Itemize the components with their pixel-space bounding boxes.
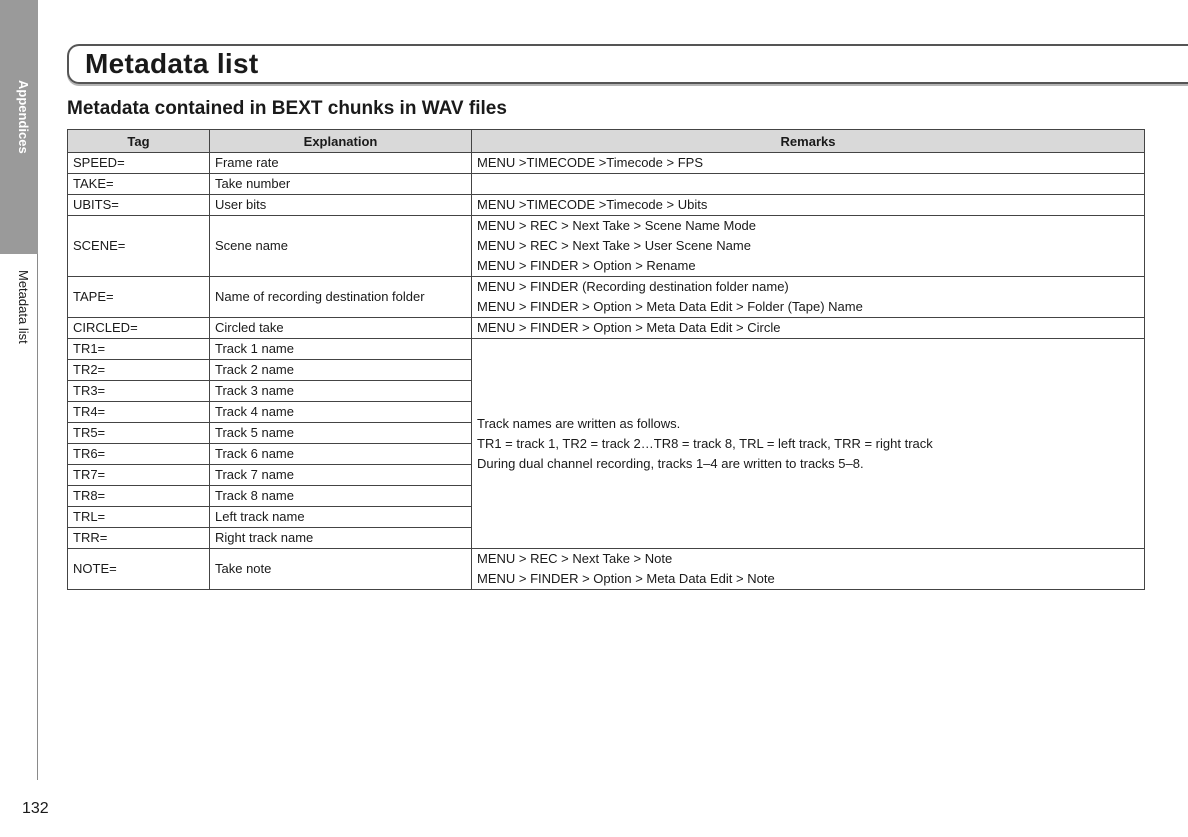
cell-tag: TR5= bbox=[68, 423, 210, 444]
cell-tag: TRR= bbox=[68, 528, 210, 549]
cell-explanation: Right track name bbox=[210, 528, 472, 549]
header-remarks: Remarks bbox=[472, 130, 1145, 153]
remark-line: MENU > FINDER > Option > Meta Data Edit > Note bbox=[477, 571, 775, 586]
cell-remarks bbox=[472, 195, 1145, 216]
remark-line: TR1 = track 1, TR2 = track 2…TR8 = track 8, TRL = left track, TRR = right track bbox=[477, 435, 933, 451]
cell-tag: SCENE= bbox=[68, 216, 210, 277]
remark-line: MENU > FINDER > Option > Meta Data Edit > Folder (Tape) Name bbox=[477, 299, 863, 314]
remark-line: MENU > FINDER > Option > Rename bbox=[477, 258, 696, 273]
remark-line: MENU >TIMECODE >Timecode > FPS bbox=[477, 155, 703, 170]
cell-remarks bbox=[472, 153, 1145, 174]
cell-tag: TR7= bbox=[68, 465, 210, 486]
cell-explanation: Left track name bbox=[210, 507, 472, 528]
cell-explanation: Circled take bbox=[210, 318, 472, 339]
side-tab-appendices-label: Appendices bbox=[16, 80, 31, 154]
table-row bbox=[68, 549, 1145, 590]
table-row bbox=[68, 174, 1145, 195]
section-heading: Metadata contained in BEXT chunks in WAV files bbox=[67, 98, 507, 119]
table-row bbox=[68, 195, 1145, 216]
cell-tag: TAKE= bbox=[68, 174, 210, 195]
table-row bbox=[68, 277, 1145, 318]
cell-remarks-tracks bbox=[472, 339, 1145, 549]
remark-line: During dual channel recording, tracks 1–4 are written to tracks 5–8. bbox=[477, 455, 864, 471]
cell-explanation: Track 5 name bbox=[210, 423, 472, 444]
page-title: Metadata list bbox=[85, 48, 259, 79]
table-row bbox=[68, 216, 1145, 277]
remark-line: MENU > REC > Next Take > Note bbox=[477, 551, 673, 566]
remark-line: MENU > FINDER > Option > Meta Data Edit > Circle bbox=[477, 320, 781, 335]
cell-remarks bbox=[472, 318, 1145, 339]
cell-explanation: Take number bbox=[210, 174, 472, 195]
table-row bbox=[68, 339, 1145, 360]
cell-remarks bbox=[472, 549, 1145, 590]
header-tag: Tag bbox=[68, 130, 210, 153]
table-header-row bbox=[68, 130, 1145, 153]
cell-explanation: Track 8 name bbox=[210, 486, 472, 507]
page-number: 132 bbox=[22, 800, 49, 817]
cell-explanation: Track 3 name bbox=[210, 381, 472, 402]
cell-tag: TR2= bbox=[68, 360, 210, 381]
cell-explanation: User bits bbox=[210, 195, 472, 216]
cell-tag: TRL= bbox=[68, 507, 210, 528]
remark-line: Track names are written as follows. bbox=[477, 415, 681, 431]
cell-remarks bbox=[472, 174, 1145, 195]
side-tab-strip bbox=[0, 0, 38, 780]
remark-line: MENU > FINDER (Recording destination folder name) bbox=[477, 279, 789, 294]
cell-remarks bbox=[472, 216, 1145, 277]
cell-remarks bbox=[472, 277, 1145, 318]
cell-explanation: Scene name bbox=[210, 216, 472, 277]
metadata-table bbox=[67, 129, 1145, 590]
cell-tag: NOTE= bbox=[68, 549, 210, 590]
header-explanation: Explanation bbox=[210, 130, 472, 153]
cell-explanation: Frame rate bbox=[210, 153, 472, 174]
remark-line: MENU > REC > Next Take > Scene Name Mode bbox=[477, 218, 757, 233]
cell-explanation: Track 4 name bbox=[210, 402, 472, 423]
cell-explanation: Track 1 name bbox=[210, 339, 472, 360]
cell-tag: CIRCLED= bbox=[68, 318, 210, 339]
side-tab-metadata-label[interactable]: Metadata list bbox=[16, 270, 31, 344]
title-box bbox=[67, 44, 1188, 84]
remark-line: MENU >TIMECODE >Timecode > Ubits bbox=[477, 197, 708, 212]
cell-explanation: Track 6 name bbox=[210, 444, 472, 465]
table-body bbox=[68, 153, 1145, 590]
cell-explanation: Track 7 name bbox=[210, 465, 472, 486]
cell-tag: UBITS= bbox=[68, 195, 210, 216]
cell-explanation: Name of recording destination folder bbox=[210, 277, 472, 318]
cell-explanation: Take note bbox=[210, 549, 472, 590]
table-row bbox=[68, 153, 1145, 174]
cell-tag: TR8= bbox=[68, 486, 210, 507]
remark-line: MENU > REC > Next Take > User Scene Name bbox=[477, 238, 751, 253]
cell-tag: TR3= bbox=[68, 381, 210, 402]
cell-tag: TR1= bbox=[68, 339, 210, 360]
cell-tag: TR4= bbox=[68, 402, 210, 423]
cell-tag: TR6= bbox=[68, 444, 210, 465]
cell-tag: TAPE= bbox=[68, 277, 210, 318]
cell-tag: SPEED= bbox=[68, 153, 210, 174]
table-row bbox=[68, 318, 1145, 339]
cell-explanation: Track 2 name bbox=[210, 360, 472, 381]
